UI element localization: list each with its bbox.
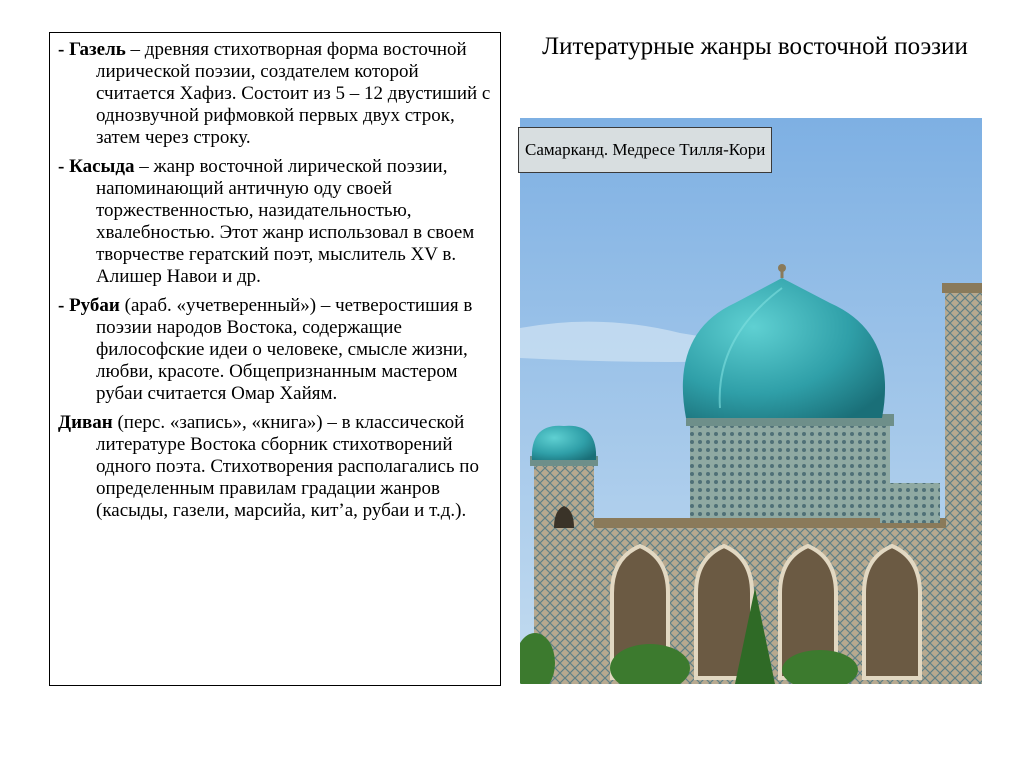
right-minaret	[942, 283, 982, 684]
entry-term: - Рубаи	[58, 295, 120, 316]
entry-text: – жанр восточной лирической поэзии, напоминающий античную оду своей торжественностью, назидательностью, хвалебностью. Этот жанр использовал в своем творчестве гератский поэт, мыслитель XV в. Алишер Навои и др.	[96, 156, 475, 287]
madrasa-photo	[520, 118, 982, 684]
entry-gazel	[58, 39, 492, 149]
entry-rubai	[58, 295, 492, 405]
entry-divan	[58, 412, 492, 522]
entry-text: (перс. «запись», «книга») – в классической литературе Востока сборник стихотворений одного поэта. Стихотворения располагались по определенным правилам градации жанров (касыды, газели, марсийа, кит’а, рубаи и т.д.).	[96, 412, 479, 521]
slide-title: Литературные жанры восточной поэзии	[542, 33, 968, 60]
entry-term: - Касыда	[58, 156, 135, 177]
entry-text: (араб. «учетверенный») – четверостишия в поэзии народов Востока, содержащие философские идеи о человеке, смысле жизни, любви, красоте. Общепризнанным мастером рубаи считается Омар Хайям.	[96, 295, 473, 404]
photo-caption: Самарканд. Медресе Тилля-Кори	[518, 127, 772, 173]
entry-kasyda	[58, 156, 492, 288]
entry-term: - Газель	[58, 39, 126, 60]
madrasa-illustration	[520, 118, 982, 684]
entry-text: – древняя стихотворная форма восточной лирической поэзии, создателем которой считается Хафиз. Состоит из 5 – 12 двустиший с однозвучной рифмовкой первых двух строк, затем через строку.	[96, 39, 491, 148]
entry-term: Диван	[58, 412, 113, 433]
genres-text-box	[49, 32, 501, 686]
